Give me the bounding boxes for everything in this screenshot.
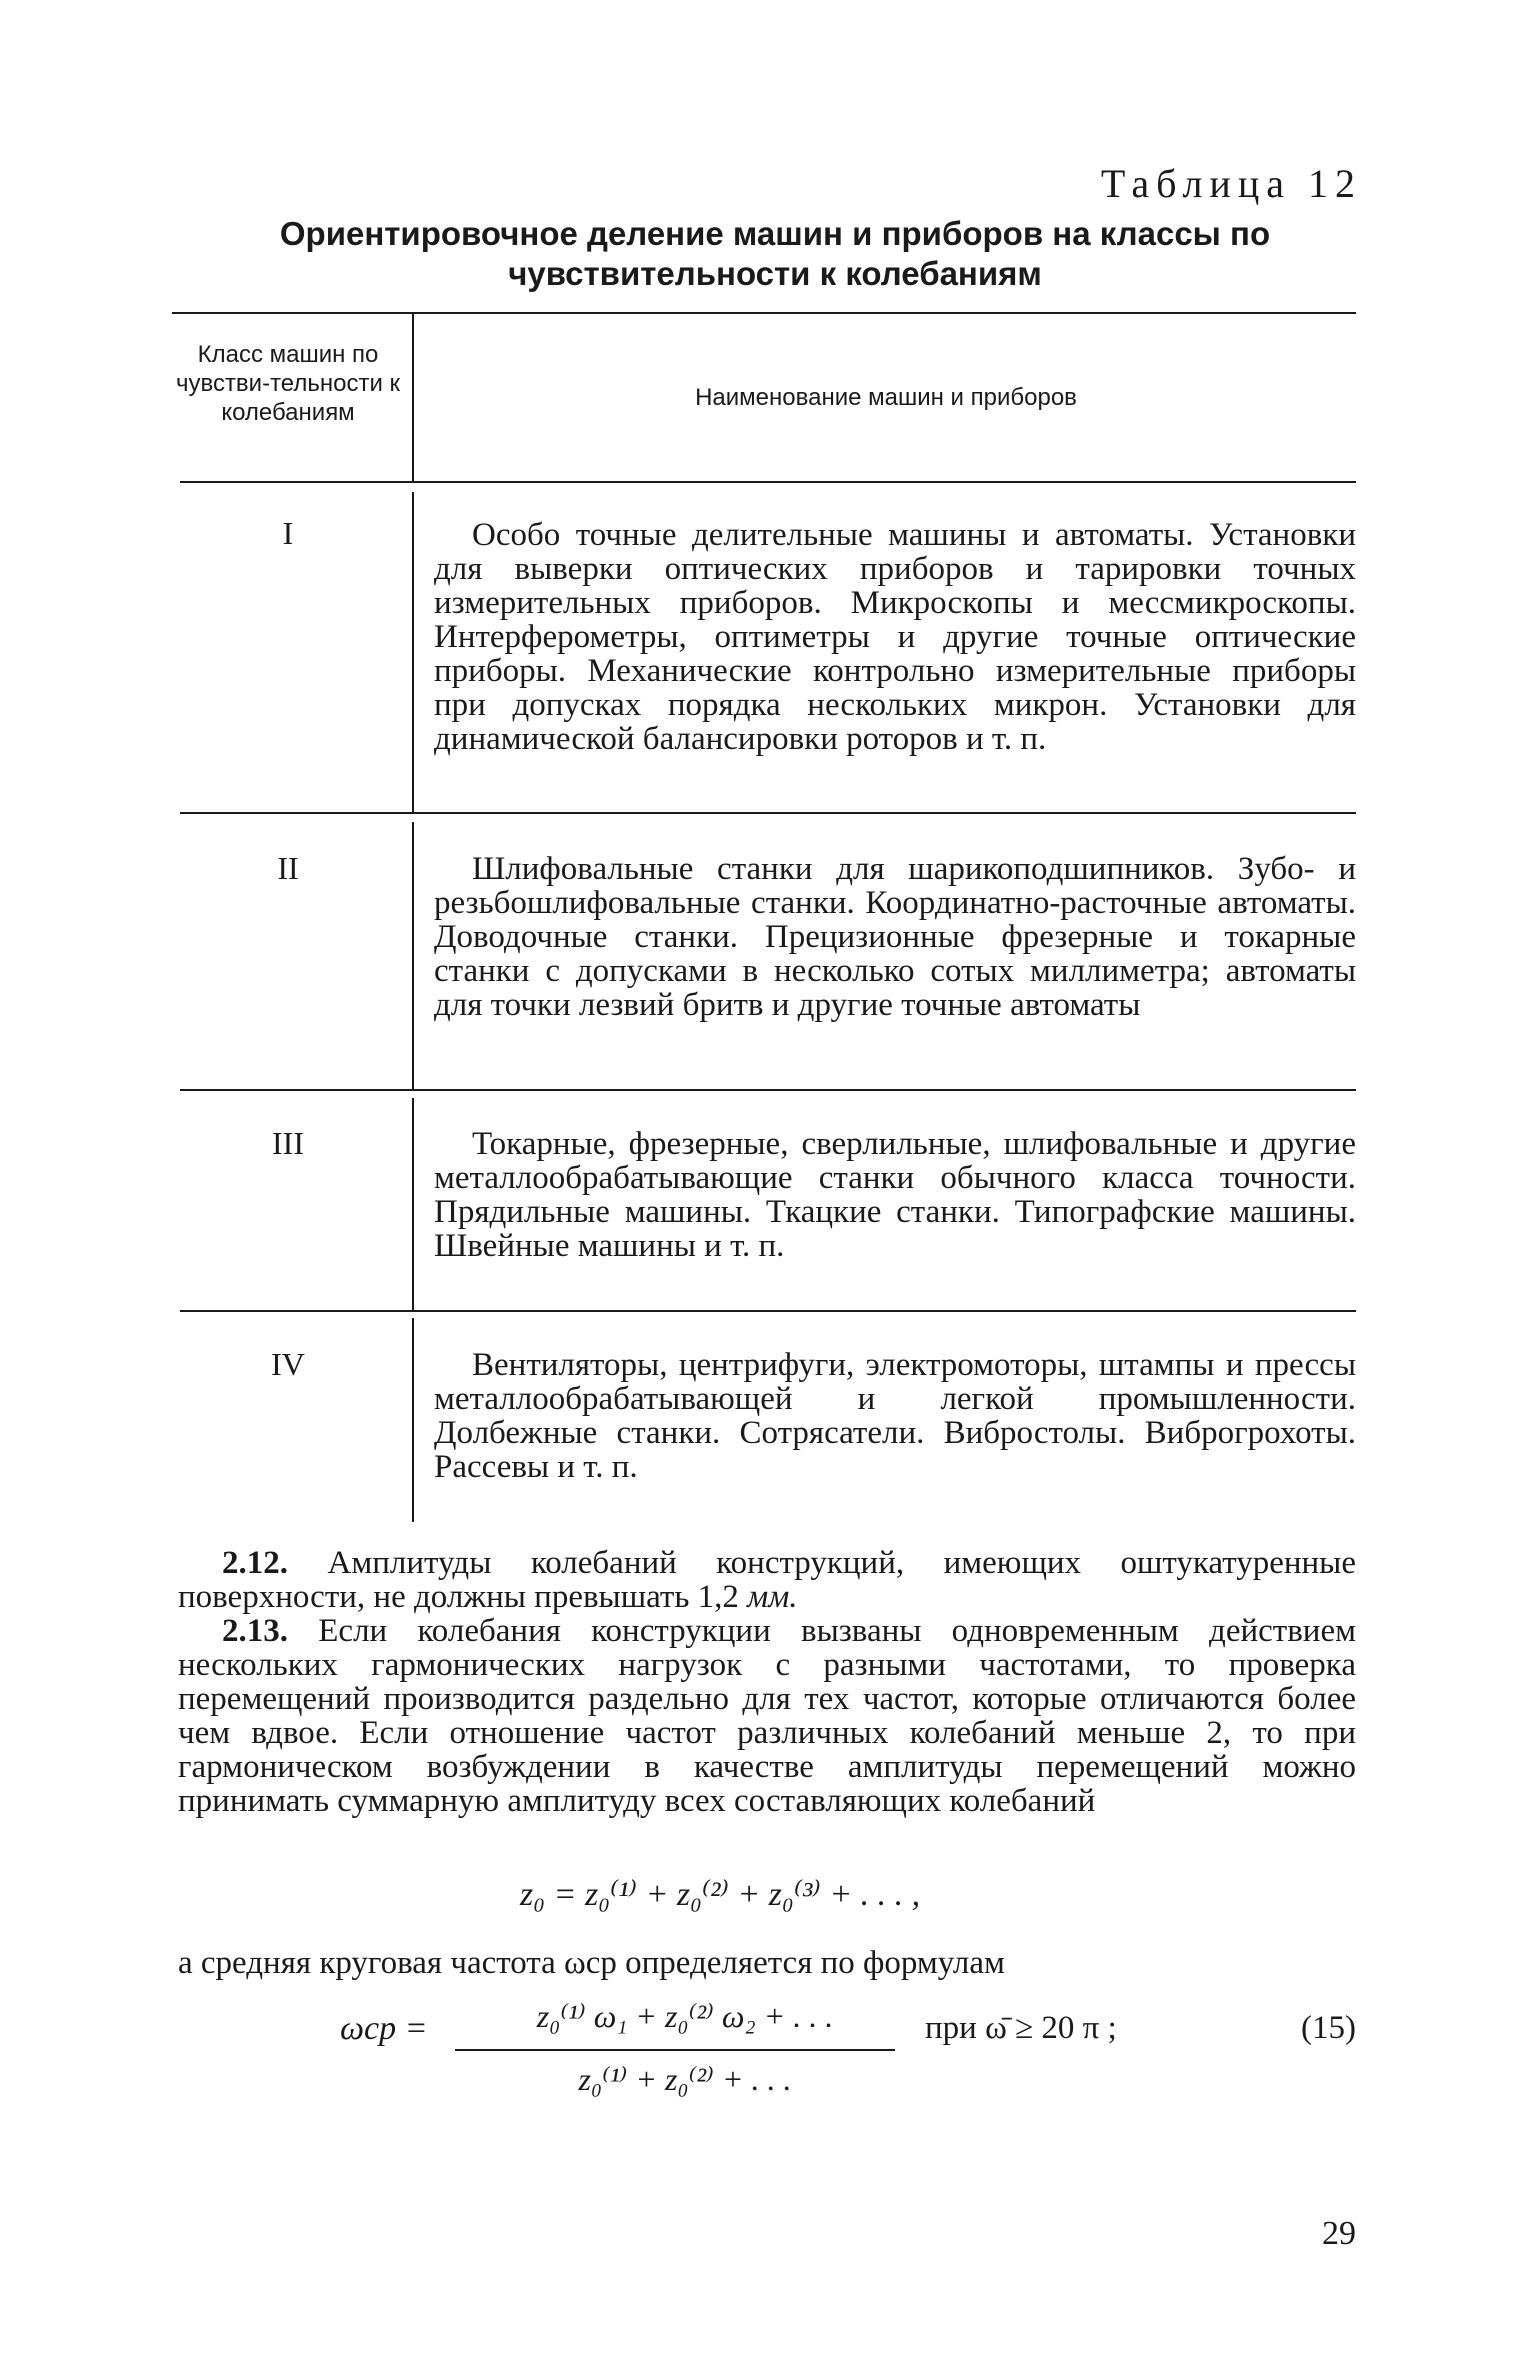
row-description: Шлифовальные станки для шарикоподшипников. Зубо- и резьбошлифовальные станки. Координатно-расточные автоматы. Доводочные станки. Прецизионные фрезерные и токарные станки с допусками в несколько сотых миллиметра; автоматы для точки лезвий бритв и другие точные автоматы <box>434 851 1356 1023</box>
row-divider <box>180 1089 1356 1091</box>
row-description: Токарные, фрезерные, сверлильные, шлифовальные и другие металлообрабатывающие станки обычного класса точности. Прядильные машины. Ткацкие станки. Типографские машины. Швейные машины и т. п. <box>434 1126 1356 1264</box>
row-class-label: I <box>282 515 294 551</box>
formula-15-lhs: ωср = <box>340 2010 428 2047</box>
unit: мм. <box>747 1579 798 1615</box>
column-divider <box>412 1098 414 1312</box>
row-description: Особо точные делительные машины и автоматы. Установки для выверки оптических приборов и тарировки точных измерительных приборов. Микроскопы и мессмикроскопы. Интерферометры, оптиметры и другие точные оптические приборы. Механические контрольно измерительные приборы при допусках порядка нескольких микрон. Установки для динамической балансировки роторов и т. п. <box>434 517 1356 757</box>
column-divider <box>412 822 414 1091</box>
column-header-class: Класс машин по чувстви-тельности к колебаниям <box>175 341 401 426</box>
formula-15-numerator: z₀⁽¹⁾ ω₁ + z₀⁽²⁾ ω₂ + . . . <box>536 1998 834 2034</box>
column-header-name: Наименование машин и приборов <box>695 384 1077 411</box>
page-number: 29 <box>1322 2215 1356 2252</box>
paragraph-2-13 <box>178 1614 1356 1818</box>
formula-15-condition: при ω̄ ≥ 20 π ; <box>925 2010 1117 2046</box>
row-divider <box>180 812 1356 814</box>
paragraph-number: 2.12. <box>222 1545 288 1581</box>
column-divider <box>412 312 414 483</box>
row-class-label: IV <box>271 1346 305 1382</box>
sum-formula: z₀ = z₀⁽¹⁾ + z₀⁽²⁾ + z₀⁽³⁾ + . . . , <box>520 1876 921 1913</box>
row-class-label: III <box>272 1125 304 1161</box>
omega-intro: а средняя круговая частота ωср определяется по формулам <box>178 1945 1005 1981</box>
equation-number: (15) <box>1301 2010 1356 2046</box>
table-header-rule <box>180 481 1356 483</box>
paragraph-number: 2.13. <box>222 1613 288 1649</box>
column-divider <box>412 492 414 814</box>
column-divider <box>412 1318 414 1522</box>
paragraph-text: Амплитуды колебаний конструкций, имеющих оштукатуренные поверхности, не должны превышать 1,2 <box>178 1545 1357 1615</box>
paragraph-2-12 <box>178 1546 1356 1614</box>
row-description: Вентиляторы, центрифуги, электромоторы, штампы и прессы металлообрабатывающей и легкой промышленности. Долбежные станки. Сотрясатели. Вибростолы. Виброгрохоты. Рассевы и т. п. <box>434 1347 1356 1485</box>
formula-15-denominator: z₀⁽¹⁾ + z₀⁽²⁾ + . . . <box>578 2061 792 2097</box>
paragraph-text: Если колебания конструкции вызваны одновременным действием нескольких гармонических нагрузок с разными частотами, то проверка перемещений производится раздельно для тех частот, которые отличаются более чем вдвое. Если отношение частот различных колебаний меньше 2, то при гармоническом возбуждении в качестве амплитуды перемещений можно принимать суммарную амплитуду всех составляющих колебаний <box>178 1613 1356 1819</box>
table-top-rule <box>172 312 1356 314</box>
table-title: Ориентировочное деление машин и приборов на классы по чувствительности к колебаниям <box>279 215 1271 292</box>
fraction-bar <box>455 2049 895 2051</box>
row-class-label: II <box>277 850 299 886</box>
row-divider <box>180 1310 1356 1312</box>
table-label: Таблица 12 <box>1100 161 1362 206</box>
